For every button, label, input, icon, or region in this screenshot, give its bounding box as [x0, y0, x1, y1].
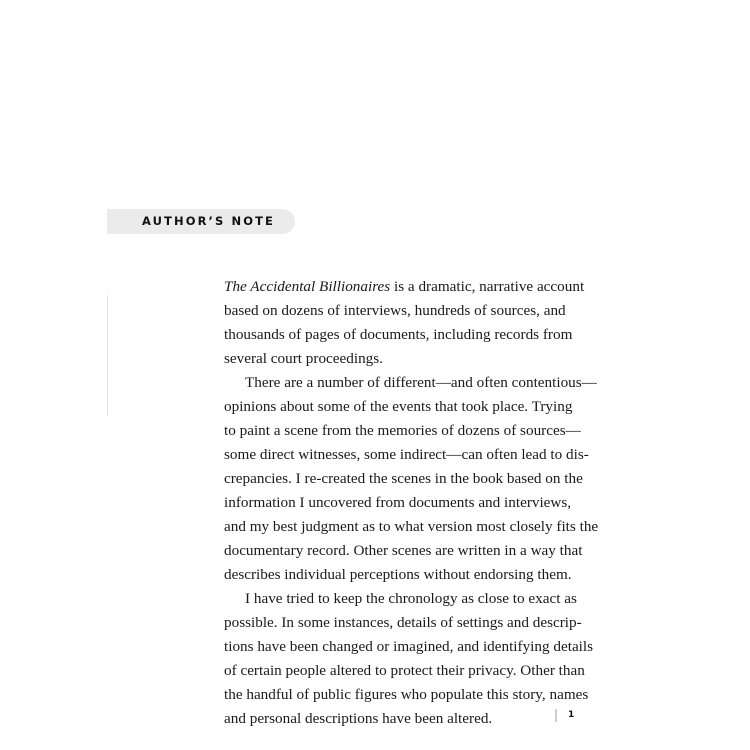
- text-line: opinions about some of the events that took place. Trying: [224, 398, 573, 415]
- text-line: crepancies. I re-created the scenes in the book based on the: [224, 470, 583, 487]
- text-line: possible. In some instances, details of settings and descrip-: [224, 614, 582, 631]
- paragraph-1: [224, 275, 585, 371]
- text-line: describes individual perceptions without endorsing them.: [224, 566, 572, 583]
- text-line: of certain people altered to protect their privacy. Other than: [224, 662, 585, 679]
- text-line: the handful of public figures who populate this story, names: [224, 686, 589, 703]
- paragraph-2: [224, 371, 599, 587]
- text-line: thousands of pages of documents, including records from: [224, 326, 573, 343]
- text-line: based on dozens of interviews, hundreds of sources, and: [224, 302, 566, 319]
- text-fragment: is a dramatic, narrative account: [390, 278, 585, 295]
- text-line: and personal descriptions have been altered.: [224, 710, 493, 727]
- paragraph-3: [224, 587, 594, 731]
- body-text: [224, 275, 599, 731]
- text-line: There are a number of different—and often contentious—: [245, 374, 597, 391]
- text-line: tions have been changed or imagined, and identifying details: [224, 638, 594, 655]
- text-line: information I uncovered from documents and interviews,: [224, 494, 572, 511]
- section-heading: AUTHOR’S NOTE: [141, 214, 275, 228]
- text-line: some direct witnesses, some indirect—can often lead to dis-: [224, 446, 589, 463]
- section-heading-tab: [107, 209, 295, 234]
- margin-rule-divider: [107, 295, 108, 416]
- text-line: [224, 275, 585, 299]
- text-line: and my best judgment as to what version most closely fits the: [224, 518, 599, 535]
- text-line: I have tried to keep the chronology as close to exact as: [245, 590, 577, 607]
- text-line: documentary record. Other scenes are written in a way that: [224, 542, 583, 559]
- book-title: The Accidental Billionaires: [224, 278, 391, 295]
- text-line: to paint a scene from the memories of dozens of sources—: [224, 422, 581, 439]
- folio-divider: [555, 709, 557, 722]
- page-number: 1: [568, 710, 575, 720]
- text-line: several court proceedings.: [224, 350, 383, 367]
